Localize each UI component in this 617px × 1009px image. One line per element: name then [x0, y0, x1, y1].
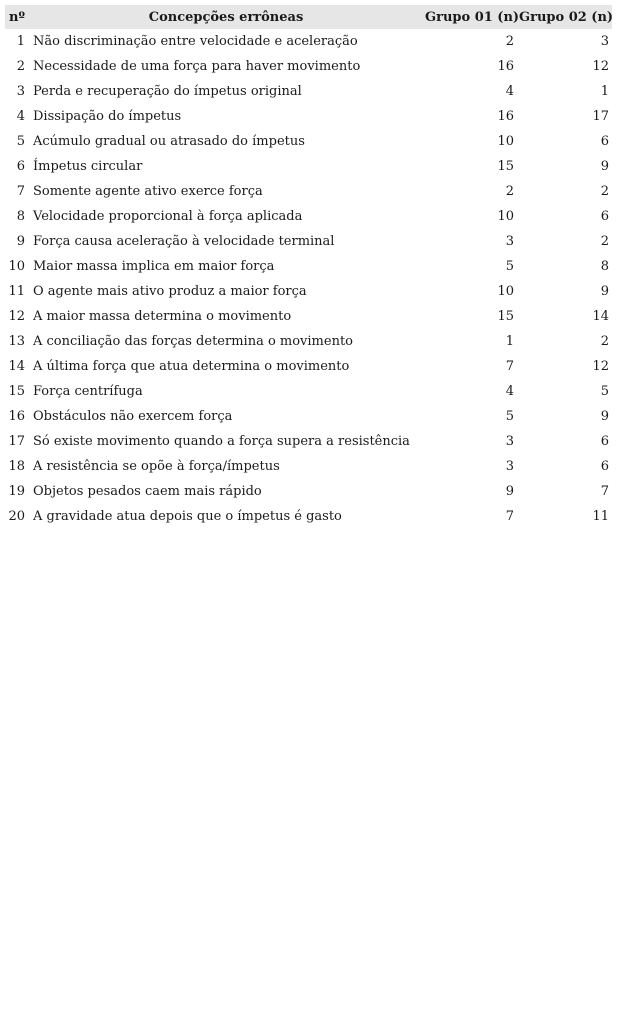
row-conception: Não discriminação entre velocidade e aceleração [33, 34, 358, 49]
table-row [5, 429, 612, 454]
row-group2-count: 12 [592, 359, 609, 374]
header-group2: Grupo 02 (n) [519, 9, 614, 25]
table-body [5, 29, 612, 529]
row-conception: Só existe movimento quando a força supera a resistência [33, 434, 410, 449]
row-group2-count: 8 [600, 259, 609, 274]
table-row [5, 354, 612, 379]
row-number: 6 [16, 159, 25, 174]
row-group1-count: 3 [505, 459, 514, 474]
row-group1-count: 5 [505, 259, 514, 274]
row-group2-count: 12 [592, 59, 609, 74]
row-number: 3 [16, 84, 25, 99]
row-group2-count: 2 [600, 234, 609, 249]
row-group1-count: 4 [505, 84, 514, 99]
table-container [5, 5, 612, 529]
row-conception: Maior massa implica em maior força [33, 259, 275, 274]
row-group1-count: 5 [505, 409, 514, 424]
table-row [5, 129, 612, 154]
header-group1: Grupo 01 (n) [425, 9, 520, 25]
table-row [5, 79, 612, 104]
row-group1-count: 16 [497, 59, 514, 74]
row-group2-count: 3 [600, 34, 609, 49]
row-number: 5 [16, 134, 25, 149]
row-group2-count: 6 [600, 459, 609, 474]
row-group1-count: 16 [497, 109, 514, 124]
table-row [5, 54, 612, 79]
row-conception: Objetos pesados caem mais rápido [33, 484, 262, 499]
row-group1-count: 2 [505, 34, 514, 49]
row-number: 2 [16, 59, 25, 74]
row-group2-count: 9 [600, 409, 609, 424]
row-conception: A maior massa determina o movimento [33, 309, 292, 324]
table-row [5, 454, 612, 479]
table-row [5, 504, 612, 529]
row-conception: Dissipação do ímpetus [33, 109, 182, 124]
table-row [5, 29, 612, 54]
row-group2-count: 9 [600, 284, 609, 299]
header-conception: Concepções errôneas [148, 9, 304, 25]
row-conception: Acúmulo gradual ou atrasado do ímpetus [33, 134, 305, 149]
row-group2-count: 5 [600, 384, 609, 399]
row-group1-count: 2 [505, 184, 514, 199]
row-number: 7 [16, 184, 25, 199]
row-conception: Somente agente ativo exerce força [33, 184, 263, 199]
row-number: 20 [8, 509, 25, 524]
table-row [5, 179, 612, 204]
row-group1-count: 10 [497, 134, 514, 149]
row-number: 15 [8, 384, 25, 399]
row-group1-count: 15 [497, 309, 514, 324]
row-group1-count: 7 [505, 359, 514, 374]
row-number: 11 [8, 284, 25, 299]
row-group2-count: 2 [600, 334, 609, 349]
row-conception: Velocidade proporcional à força aplicada [33, 209, 303, 224]
row-conception: A última força que atua determina o movimento [33, 359, 350, 374]
row-group1-count: 9 [505, 484, 514, 499]
row-conception: A gravidade atua depois que o ímpetus é gasto [33, 509, 342, 524]
row-group2-count: 1 [600, 84, 609, 99]
table-row [5, 304, 612, 329]
row-group2-count: 2 [600, 184, 609, 199]
row-group1-count: 3 [505, 434, 514, 449]
header-num: nº [9, 9, 25, 25]
row-number: 10 [8, 259, 25, 274]
row-group2-count: 9 [600, 159, 609, 174]
table-header [5, 5, 612, 29]
row-conception: O agente mais ativo produz a maior força [33, 284, 307, 299]
row-group1-count: 10 [497, 284, 514, 299]
table-row [5, 104, 612, 129]
table-row [5, 329, 612, 354]
row-number: 9 [16, 234, 25, 249]
row-conception: Necessidade de uma força para haver movimento [33, 59, 361, 74]
row-number: 4 [16, 109, 25, 124]
table-row [5, 404, 612, 429]
row-number: 8 [16, 209, 25, 224]
row-number: 17 [8, 434, 25, 449]
row-number: 18 [8, 459, 25, 474]
table-row [5, 204, 612, 229]
row-group1-count: 7 [505, 509, 514, 524]
row-group1-count: 1 [505, 334, 514, 349]
misconceptions-table [5, 5, 612, 529]
table-row [5, 154, 612, 179]
row-group2-count: 14 [592, 309, 609, 324]
row-group1-count: 15 [497, 159, 514, 174]
row-group2-count: 7 [600, 484, 609, 499]
row-number: 12 [8, 309, 25, 324]
row-conception: Força causa aceleração à velocidade terminal [33, 234, 335, 249]
row-group2-count: 6 [600, 209, 609, 224]
row-group2-count: 17 [592, 109, 609, 124]
row-conception: Perda e recuperação do ímpetus original [33, 84, 302, 99]
table-row [5, 279, 612, 304]
row-number: 13 [8, 334, 25, 349]
table-row [5, 254, 612, 279]
table-row [5, 379, 612, 404]
row-conception: Força centrífuga [33, 384, 143, 399]
row-conception: Ímpetus circular [33, 159, 143, 174]
row-number: 19 [8, 484, 25, 499]
row-group2-count: 6 [600, 434, 609, 449]
row-group1-count: 4 [505, 384, 514, 399]
row-group1-count: 10 [497, 209, 514, 224]
row-group1-count: 3 [505, 234, 514, 249]
row-group2-count: 6 [600, 134, 609, 149]
row-number: 1 [16, 34, 25, 49]
table-row [5, 479, 612, 504]
row-conception: Obstáculos não exercem força [33, 409, 233, 424]
row-conception: A conciliação das forças determina o movimento [33, 334, 354, 349]
row-number: 14 [8, 359, 25, 374]
row-group2-count: 11 [592, 509, 609, 524]
table-row [5, 229, 612, 254]
row-number: 16 [8, 409, 25, 424]
row-conception: A resistência se opõe à força/ímpetus [33, 459, 280, 474]
header-row [5, 5, 612, 29]
